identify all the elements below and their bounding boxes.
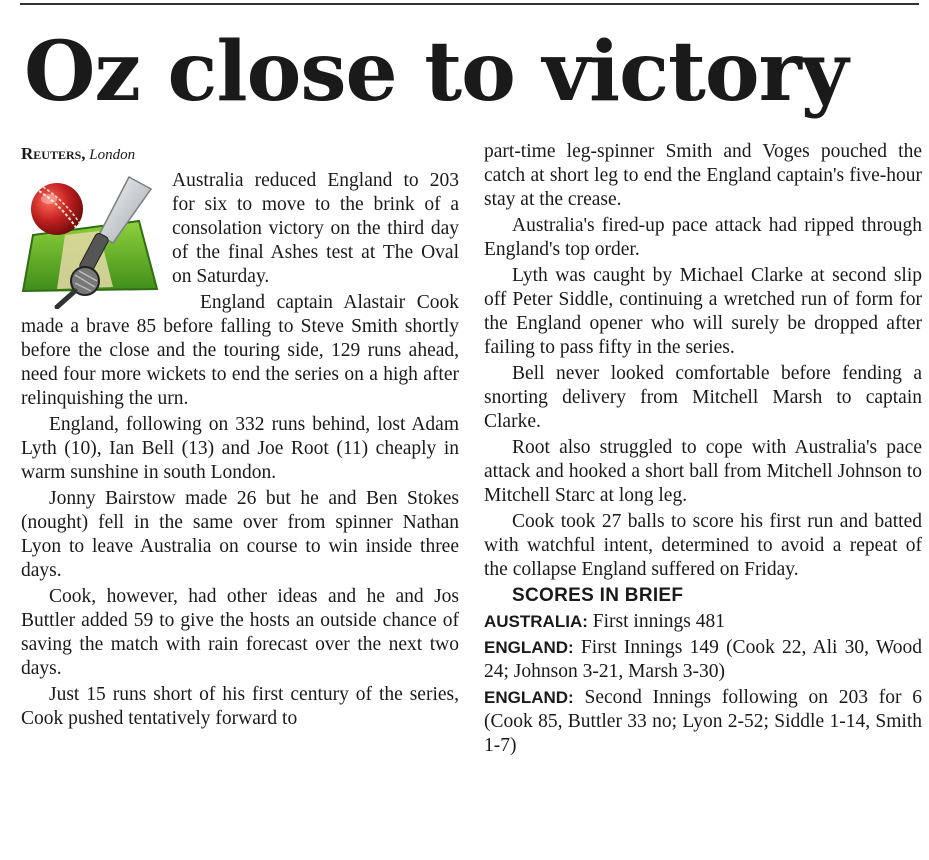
paragraph: Australia reduced England to 203 for six to move to the brink of a consolation victory on the third day of the final Ashes test at The Oval on Saturday. — [172, 170, 459, 287]
paragraph: Cook, however, had other ideas and he and Jos Buttler added 59 to give the hosts an outside chance of saving the match with rain forecast over the next two days. — [21, 586, 459, 679]
left-column — [21, 142, 459, 733]
paragraph: England, following on 332 runs behind, lost Adam Lyth (10), Ian Bell (13) and Joe Root (11) cheaply in warm sunshine in south London. — [21, 414, 459, 483]
score-text: First innings 481 — [587, 611, 725, 632]
paragraph: Australia's fired-up pace attack had ripped through England's top order. — [484, 215, 922, 260]
score-team: ENGLAND: — [484, 688, 574, 707]
score-line — [484, 636, 922, 684]
scores-heading: SCORES IN BRIEF — [512, 585, 684, 606]
paragraph: England captain Alastair Cook made a brave 85 before falling to Steve Smith shortly before the close and the touring side, 129 runs ahead, need four more wickets to end the series on a high after relinquishing the urn. — [21, 292, 459, 409]
byline-agency: Reuters, — [21, 144, 86, 163]
paragraph: Root also struggled to cope with Australia's pace attack and hooked a short ball from Mitchell Johnson to Mitchell Starc at long leg. — [484, 437, 922, 506]
top-rule — [20, 3, 919, 5]
right-column — [484, 140, 922, 760]
paragraph: part-time leg-spinner Smith and Voges pouched the catch at short leg to end the England captain's five-hour stay at the crease. — [484, 141, 922, 210]
score-text: First Innings 149 (Cook 22, Ali 30, Wood 24; Johnson 3-21, Marsh 3-30) — [484, 637, 922, 682]
score-line — [484, 610, 922, 634]
paragraph: Cook took 27 balls to score his first run and batted with watchful intent, determined to avoid a repeat of the collapse England suffered on Friday. — [484, 511, 922, 580]
score-line — [484, 686, 922, 758]
headline: Oz close to victory — [24, 24, 848, 120]
paragraph: Jonny Bairstow made 26 but he and Ben Stokes (nought) fell in the same over from spinner Nathan Lyon to leave Australia on course to win inside three days. — [21, 488, 459, 581]
score-team: ENGLAND: — [484, 638, 574, 657]
score-team: AUSTRALIA: — [484, 612, 588, 631]
paragraph: Lyth was caught by Michael Clarke at second slip off Peter Siddle, continuing a wretched run of form for the England opener who will surely be dropped after failing to pass fifty in the series. — [484, 265, 922, 358]
byline-place: London — [89, 147, 136, 163]
score-text: Second Innings following on 203 for 6 (Cook 85, Buttler 33 no; Lyon 2-52; Siddle 1-14, Smith 1-7) — [484, 687, 922, 756]
byline — [21, 142, 459, 167]
cricket-logo-icon — [21, 169, 166, 309]
paragraph: Bell never looked comfortable before fending a snorting delivery from Mitchell Marsh to captain Clarke. — [484, 363, 922, 432]
paragraph: Just 15 runs short of his first century of the series, Cook pushed tentatively forward to — [21, 684, 459, 729]
